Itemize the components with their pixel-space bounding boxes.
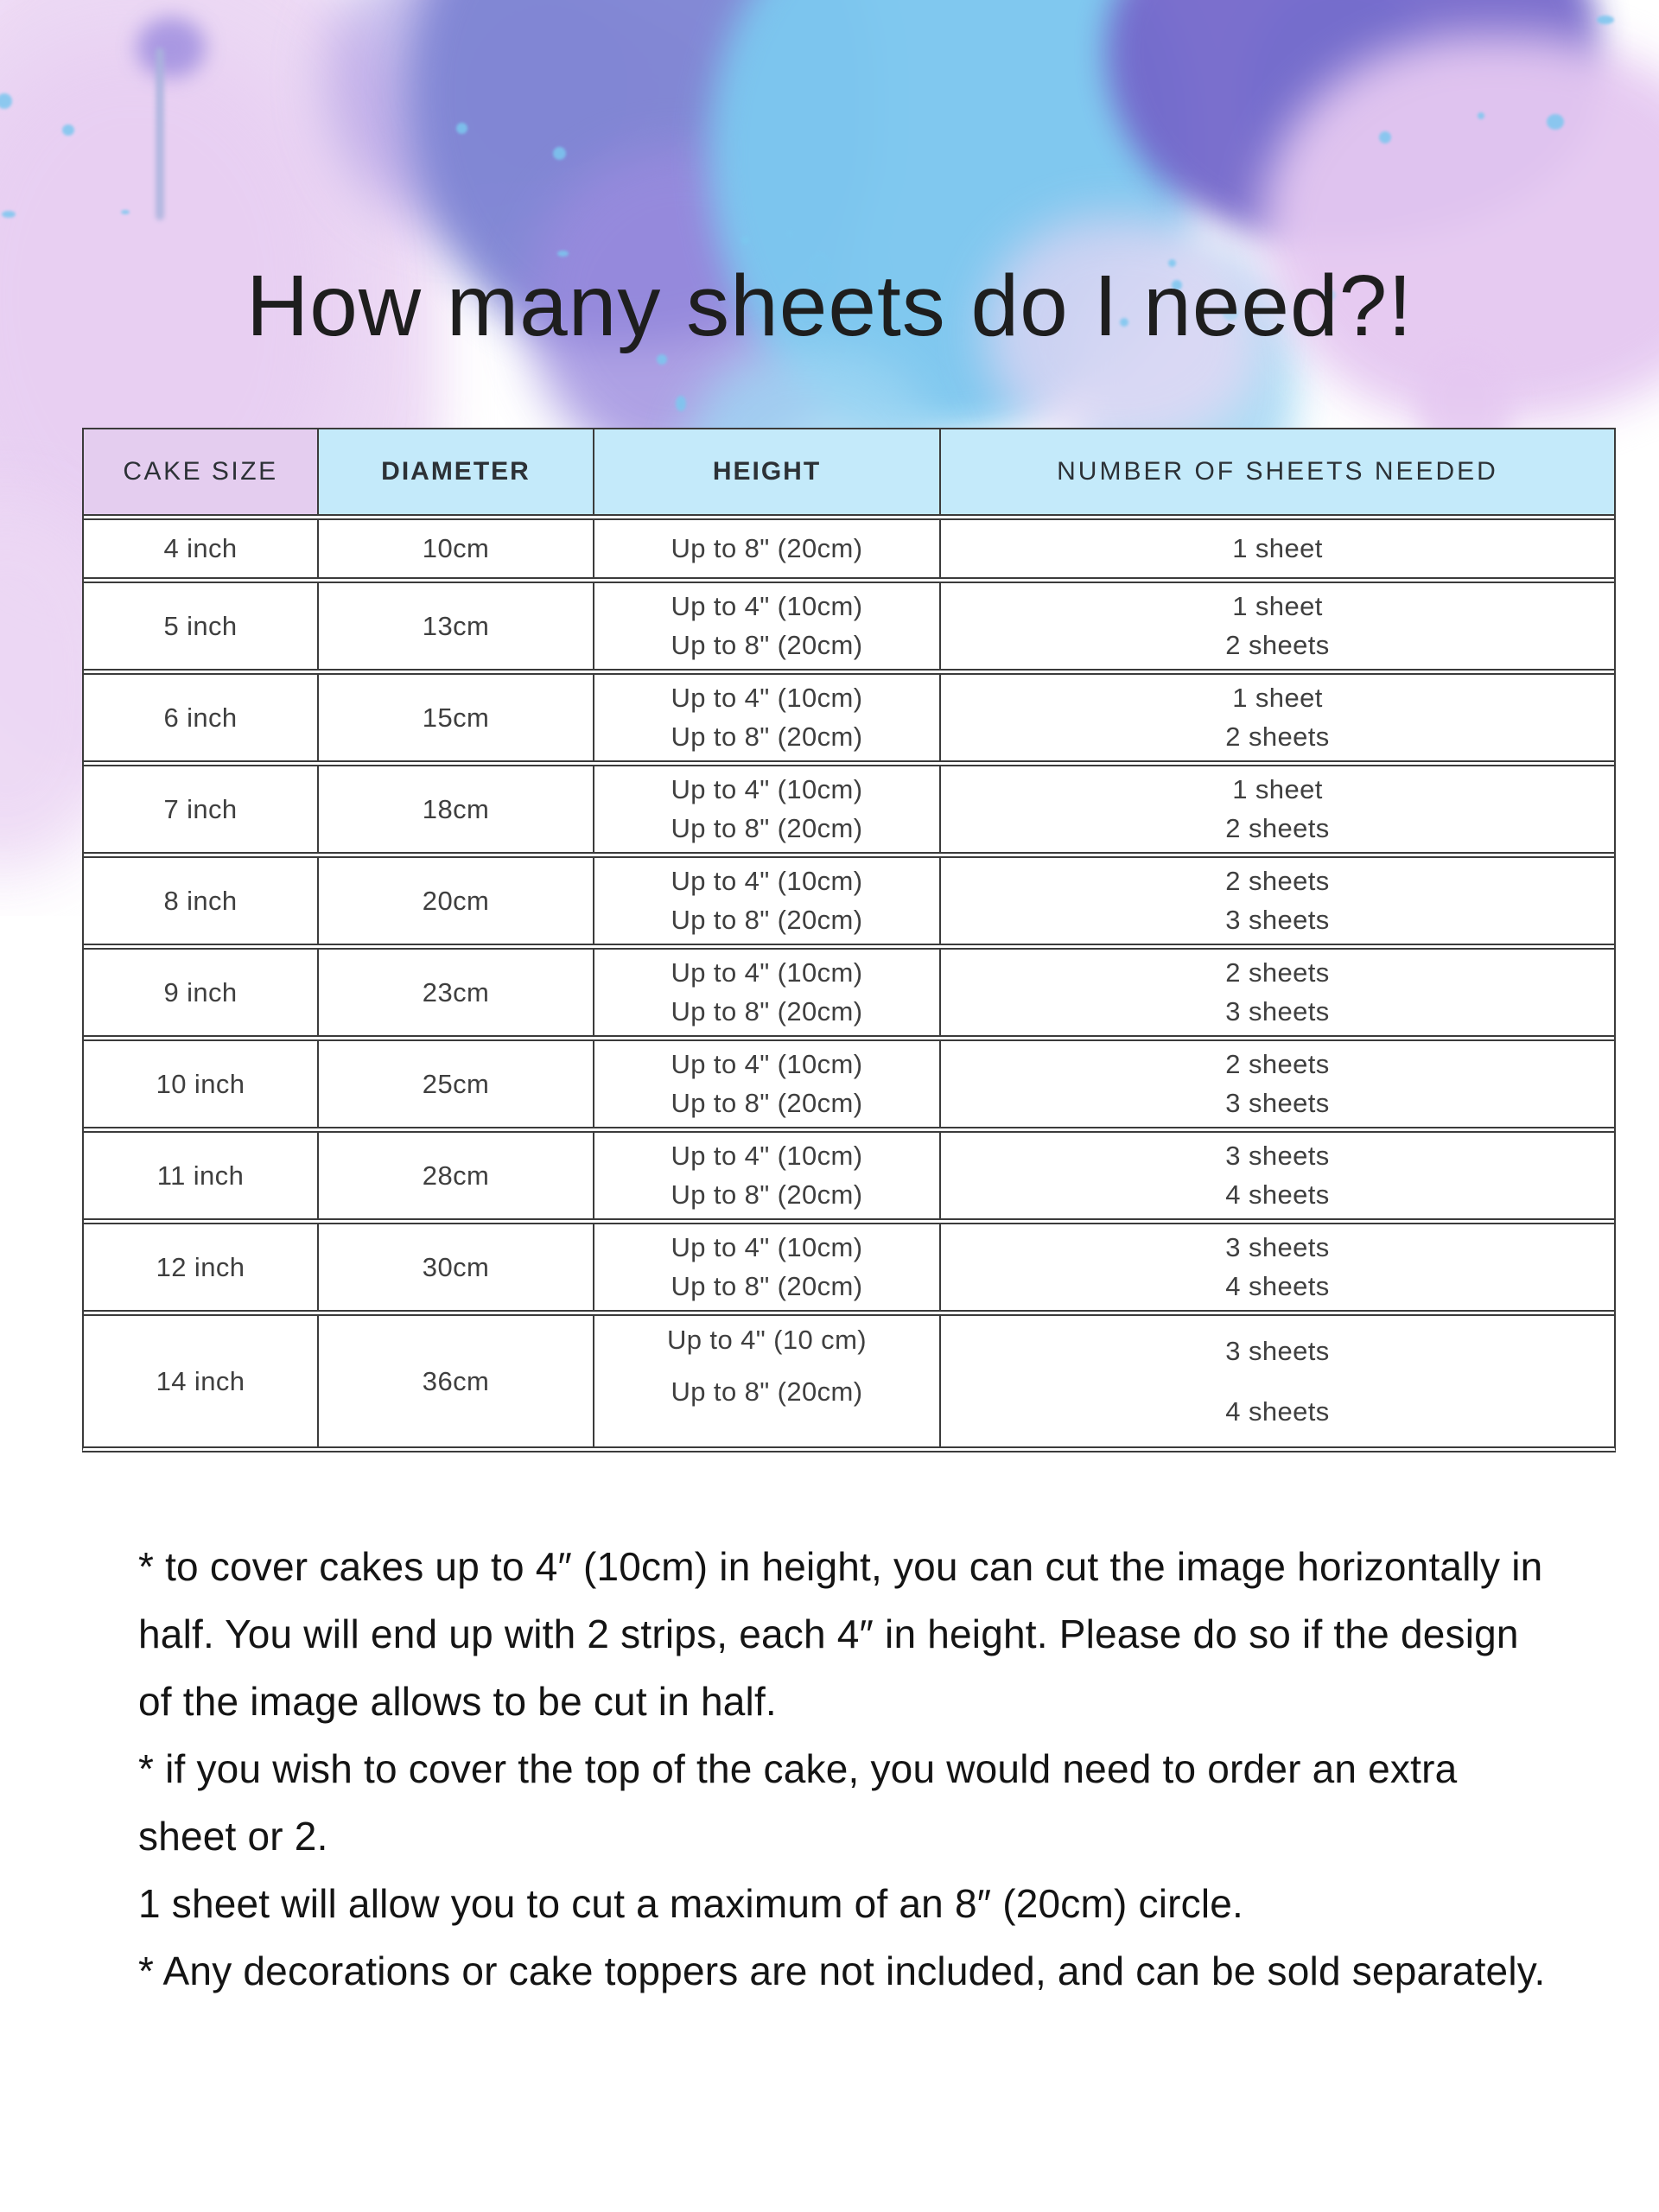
- table-row: [84, 760, 1614, 852]
- cell-diameter: 20cm: [319, 858, 594, 944]
- cell-diameter: 28cm: [319, 1133, 594, 1218]
- cell-cake-size: 14 inch: [84, 1316, 319, 1446]
- cell-diameter: 25cm: [319, 1041, 594, 1127]
- table-row: [84, 1310, 1614, 1446]
- cell-height: [594, 766, 941, 852]
- height-line: Up to 4" (10cm): [671, 1048, 863, 1079]
- cell-height: [594, 950, 941, 1035]
- footnotes: [138, 1533, 1548, 2005]
- cell-diameter: 23cm: [319, 950, 594, 1035]
- table-row: [84, 669, 1614, 760]
- paint-dot: [1379, 131, 1391, 143]
- footnote-decorations: * Any decorations or cake toppers are not included, and can be sold separately.: [138, 1948, 1546, 1993]
- height-line: Up to 4" (10cm): [671, 957, 863, 988]
- paint-drip: [137, 17, 206, 78]
- sheets-table: [82, 428, 1616, 1452]
- header-number-of-sheets: NUMBER OF SHEETS NEEDED: [941, 429, 1614, 514]
- paint-dot: [2, 211, 16, 218]
- cell-sheets: [941, 1316, 1614, 1446]
- height-line: Up to 4" (10 cm): [666, 1325, 868, 1355]
- sheets-line: 3 sheets: [1225, 996, 1330, 1027]
- paint-dot: [1478, 112, 1484, 119]
- sheets-line: 4 sheets: [1225, 1179, 1330, 1211]
- paint-dot: [62, 124, 74, 136]
- sheets-line: 2 sheets: [1225, 865, 1330, 896]
- sheets-line: 2 sheets: [1225, 1048, 1330, 1079]
- paint-dot: [1597, 16, 1614, 24]
- cell-cake-size: 12 inch: [84, 1224, 319, 1310]
- table-row: [84, 1035, 1614, 1127]
- header-height: HEIGHT: [594, 429, 941, 514]
- height-line: Up to 4" (10cm): [671, 865, 863, 896]
- sheets-line: 4 sheets: [1225, 1271, 1330, 1302]
- paint-dot: [676, 396, 686, 411]
- cell-height: [594, 1316, 941, 1446]
- height-line: Up to 4" (10cm): [671, 773, 863, 804]
- cell-height: [594, 520, 941, 577]
- sheets-line: 1 sheet: [1232, 533, 1323, 563]
- height-line: Up to 4" (10cm): [671, 590, 863, 621]
- cell-diameter: 10cm: [319, 520, 594, 577]
- cell-height: [594, 675, 941, 760]
- cell-sheets: [941, 950, 1614, 1035]
- height-line: Up to 8" (20cm): [671, 1271, 863, 1302]
- paint-dot: [456, 123, 467, 134]
- cell-height: [594, 858, 941, 944]
- footnote-cut-in-half: * to cover cakes up to 4″ (10cm) in height, you can cut the image horizontally in half. You will end up with 2 strips, each 4″ in height. Please do so if the design of the image allows to be cut in half.: [138, 1544, 1543, 1724]
- paint-dot: [741, 236, 750, 245]
- sheets-line: 2 sheets: [1225, 721, 1330, 753]
- footnote-top-cover: * if you wish to cover the top of the cake, you would need to order an extra sheet or 2.: [138, 1746, 1458, 1859]
- table-row: [84, 577, 1614, 669]
- height-line: Up to 4" (10cm): [671, 682, 863, 713]
- cell-sheets: [941, 1041, 1614, 1127]
- height-line: Up to 4" (10cm): [671, 1140, 863, 1171]
- cell-diameter: 13cm: [319, 583, 594, 669]
- sheets-line: 2 sheets: [1225, 813, 1330, 844]
- paint-dot: [121, 210, 130, 214]
- cell-cake-size: 9 inch: [84, 950, 319, 1035]
- cell-cake-size: 7 inch: [84, 766, 319, 852]
- cell-diameter: 36cm: [319, 1316, 594, 1446]
- height-line: Up to 8" (20cm): [671, 1376, 863, 1407]
- sheets-line: 3 sheets: [1225, 1088, 1330, 1119]
- cell-diameter: 30cm: [319, 1224, 594, 1310]
- height-line: Up to 8" (20cm): [671, 813, 863, 844]
- cell-sheets: [941, 583, 1614, 669]
- table-header-row: [84, 429, 1614, 514]
- cell-diameter: 18cm: [319, 766, 594, 852]
- cell-cake-size: 5 inch: [84, 583, 319, 669]
- table-row: [84, 944, 1614, 1035]
- cell-sheets: [941, 766, 1614, 852]
- sheets-line: 1 sheet: [1232, 682, 1323, 713]
- table-row: [84, 852, 1614, 944]
- table-row: [84, 1127, 1614, 1218]
- cell-cake-size: 8 inch: [84, 858, 319, 944]
- cell-height: [594, 1224, 941, 1310]
- height-line: Up to 8" (20cm): [671, 1179, 863, 1211]
- height-line: Up to 8" (20cm): [671, 1088, 863, 1119]
- header-cake-size: CAKE SIZE: [84, 429, 319, 514]
- sheets-line: 1 sheet: [1232, 590, 1323, 621]
- table-row: [84, 1218, 1614, 1310]
- cell-sheets: [941, 675, 1614, 760]
- table-body: [84, 514, 1614, 1446]
- sheets-line: 1 sheet: [1232, 773, 1323, 804]
- paint-dot: [786, 230, 793, 237]
- sheets-line: 3 sheets: [1225, 1140, 1330, 1171]
- cell-sheets: [941, 1133, 1614, 1218]
- cell-cake-size: 11 inch: [84, 1133, 319, 1218]
- cell-cake-size: 4 inch: [84, 520, 319, 577]
- cell-height: [594, 1133, 941, 1218]
- cell-sheets: [941, 520, 1614, 577]
- cell-sheets: [941, 1224, 1614, 1310]
- header-diameter: DIAMETER: [319, 429, 594, 514]
- page-title: How many sheets do I need?!: [246, 257, 1413, 354]
- sheets-line: 4 sheets: [1225, 1395, 1330, 1427]
- sheets-line: 2 sheets: [1225, 630, 1330, 661]
- height-line: Up to 8" (20cm): [671, 533, 863, 563]
- height-line: Up to 8" (20cm): [671, 721, 863, 753]
- height-line: Up to 8" (20cm): [671, 996, 863, 1027]
- height-line: Up to 8" (20cm): [671, 905, 863, 936]
- height-line: Up to 4" (10cm): [671, 1231, 863, 1262]
- cell-height: [594, 1041, 941, 1127]
- cell-height: [594, 583, 941, 669]
- cell-diameter: 15cm: [319, 675, 594, 760]
- cell-sheets: [941, 858, 1614, 944]
- cell-cake-size: 6 inch: [84, 675, 319, 760]
- paint-drip: [156, 48, 164, 220]
- table-row: [84, 514, 1614, 577]
- height-line: Up to 8" (20cm): [671, 630, 863, 661]
- sheets-line: 3 sheets: [1225, 1335, 1330, 1366]
- sheets-line: 3 sheets: [1225, 1231, 1330, 1262]
- cell-cake-size: 10 inch: [84, 1041, 319, 1127]
- paint-dot: [1547, 114, 1564, 130]
- paint-dot: [553, 147, 566, 160]
- sheets-line: 3 sheets: [1225, 905, 1330, 936]
- sheets-line: 2 sheets: [1225, 957, 1330, 988]
- footnote-circle-size: 1 sheet will allow you to cut a maximum of an 8″ (20cm) circle.: [138, 1881, 1244, 1926]
